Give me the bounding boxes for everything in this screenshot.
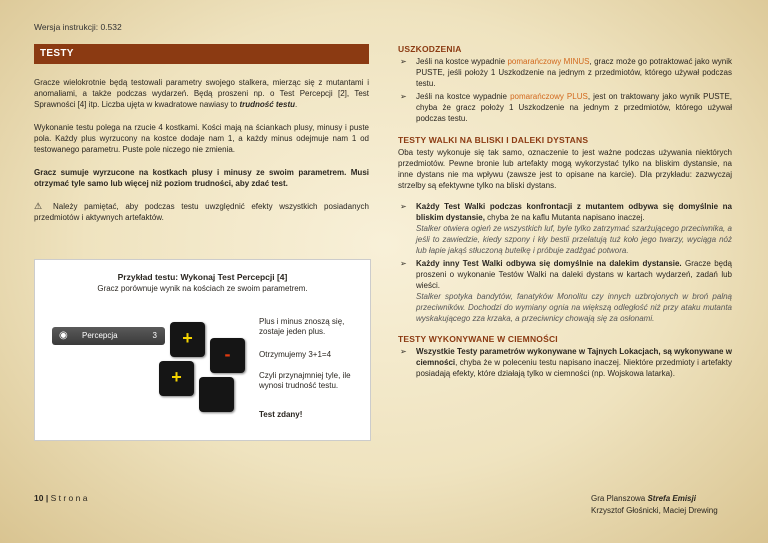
stat-value: 3	[152, 331, 157, 340]
example-note-1: Plus i minus znoszą się, zostaje jeden plus.	[259, 317, 345, 336]
die-plus-1: +	[170, 322, 205, 357]
uszkodzenia-heading: USZKODZENIA	[398, 44, 462, 54]
example-subtitle: Gracz porównuje wynik na kościach ze swoim parametrem.	[97, 284, 308, 293]
example-box	[34, 259, 371, 441]
sum-paragraph: Gracz sumuje wyrzucone na kostkach plusy i minusy ze swoim parametrem. Musi otrzymać tyle samo lub więcej niż poziom trudności, aby zdać test.	[34, 168, 369, 188]
die-minus: -	[210, 338, 245, 373]
walki-list	[398, 201, 732, 324]
example-title: Przykład testu: Wykonaj Test Percepcji [4]	[117, 272, 288, 282]
list-item: ➢ Każdy Test Walki podczas konfrontacji z mutantem odbywa się domyślnie na bliskim dystansie, chyba że na kaflu Mutanta napisano inaczej. Stalker otwiera ogień ze wszystkich luf, byle tylko zatrzymać szarżującego przeciwnika, a jeśli to zawiedzie, kiedy szpony i kły bestii przelatują tuż koło jego twarzy, wyciąga nóż lub łapie jakąś stłuczoną butelkę i próbuje zadźgać potwora.	[400, 202, 732, 255]
list-item: ➢ Każdy inny Test Walki odbywa się domyślnie na dalekim dystansie. Gracze będą proszeni o wykonanie Testów Walki na daleki dystans w kartach wydarzeń, zadań lub wieści. Stalker spotyka bandytów, fanatyków Monolitu czy innych uzbrojonych w broń palną przeciwników. Dochodzi do wymiany ognia na większą odległość niż przy ataku mutanta wyskakującego zza krzaka, a przeciwnicy chowają się za osłonami.	[400, 259, 732, 323]
walki-paragraph: Oba testy wykonuje się tak samo, oznaczenie to jest ważne podczas używania niektórych przedmiotów. Pewne bronie lub artefakty mogą wykorzystać tylko na bliskim dystansie, na inne dystans nie ma wpływu (zawsze jest to opisane na karcie). Dla przykładu: zazwyczaj strzelby są efektywne tylko na bliski dystans.	[398, 148, 732, 190]
dice-paragraph: Wykonanie testu polega na rzucie 4 kostkami. Kości mają na ściankach plusy, minusy i puste pola. Każdy plus wyrzucony na kostce dodaje nam 1, a każdy minus odejmuje nam 1 od testowanego parametru. Puste pole niczego nie zmienia.	[34, 123, 369, 154]
walki-heading: TESTY WALKI NA BLISKI I DALEKI DYSTANS	[398, 135, 589, 145]
arrow-bullet-icon: ➢	[400, 347, 407, 356]
warning-paragraph: ⚠ Należy pamiętać, aby podczas testu uwzględnić efekty wszystkich posiadanych przedmiotów i aktywnych artefaktów.	[34, 201, 369, 222]
footer-credits: Gra Planszowa Strefa Emisji Krzysztof Głośnicki, Maciej Drewing	[591, 494, 718, 515]
perception-stat	[52, 327, 165, 345]
intro-paragraph: Gracze wielokrotnie będą testowali parametry swojego stalkera, mierząc się z mutantami i anomaliami, a także podczas wydarzeń. Będą proszeni np. o Test Percepcji [2], Test Sprawności [4] itp. Liczba ujęta w kwadratowe nawiasy to trudność testu.	[34, 78, 369, 109]
left-column	[34, 44, 369, 223]
die-blank	[199, 377, 234, 412]
stat-label: Percepcja	[82, 331, 118, 340]
version-label: Wersja instrukcji: 0.532	[34, 22, 122, 32]
list-item: ➢ Wszystkie Testy parametrów wykonywane w Tajnych Lokacjach, są wykonywane w ciemności, chyba że w poleceniu testu napisano inaczej. Niektóre przedmioty i artefakty posiadają efekty, które działają tylko w ciemności (np. Wojskowa latarka).	[400, 347, 732, 378]
arrow-bullet-icon: ➢	[400, 57, 407, 66]
eye-icon: ◉	[59, 330, 68, 341]
example-note-3: Czyli przynajmniej tyle, ile wynosi trudność testu.	[259, 371, 351, 390]
arrow-bullet-icon: ➢	[400, 92, 407, 101]
ciemnosc-heading: TESTY WYKONYWANE W CIEMNOŚCI	[398, 334, 558, 344]
arrow-bullet-icon: ➢	[400, 259, 407, 268]
uszkodzenia-list	[398, 56, 732, 124]
example-note-2: Otrzymujemy 3+1=4	[259, 350, 332, 359]
warning-icon: ⚠	[34, 201, 47, 211]
section-banner-testy: TESTY	[34, 44, 369, 64]
ciemnosc-list	[398, 346, 732, 379]
arrow-bullet-icon: ➢	[400, 202, 407, 211]
page-number: 10 | S t r o n a	[34, 493, 88, 503]
right-column	[398, 44, 732, 381]
example-note-4: Test zdany!	[259, 410, 303, 419]
list-item: ➢ Jeśli na kostce wypadnie pomarańczowy PLUS, jest on traktowany jako wynik PUSTE, chyba że gracz położy 1 Uszkodzenie na jednym z przedmiotów, którego używał podczas testu.	[400, 92, 733, 123]
die-plus-2: +	[159, 361, 194, 396]
list-item: ➢ Jeśli na kostce wypadnie pomarańczowy MINUS, gracz może go potraktować jako wynik PUSTE, jeśli położy 1 Uszkodzenie na jednym z przedmiotów, którego używał podczas testu.	[400, 57, 732, 88]
